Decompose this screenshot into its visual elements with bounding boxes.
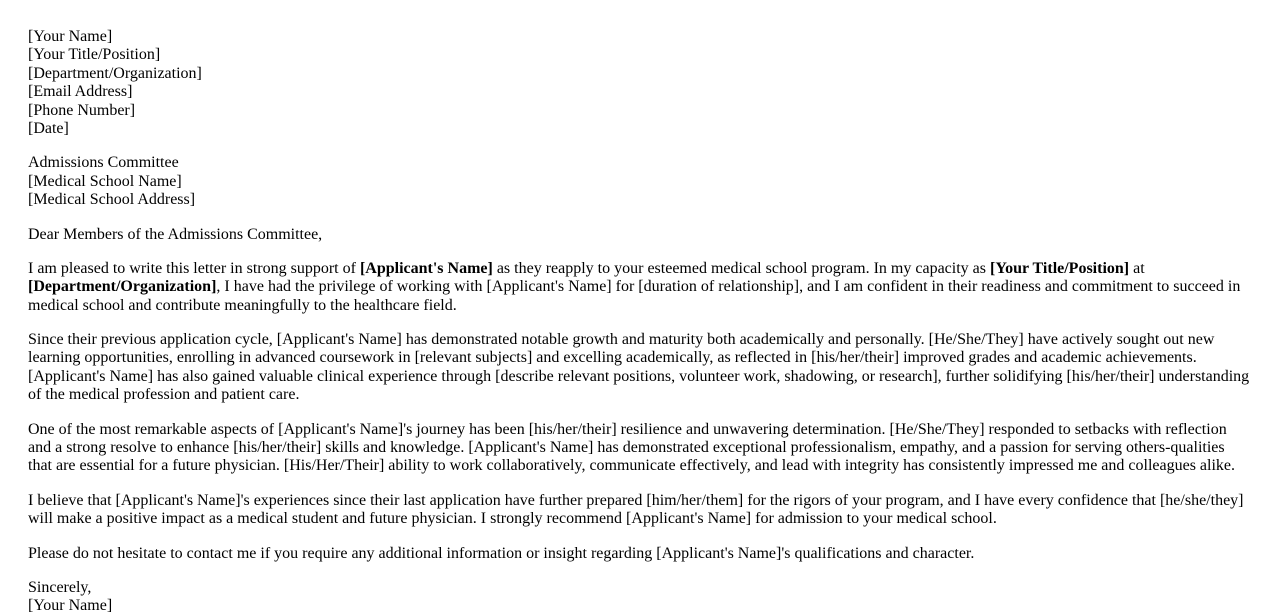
sender-title: [Your Title/Position] [28,46,161,64]
sender-phone: [Phone Number] [28,101,136,119]
paragraph-intro-support [28,260,1250,315]
recipient-block [28,154,1250,209]
department-placeholder: [Department/Organization] [28,278,217,296]
paragraph-segment: at [1129,259,1145,277]
sender-email: [Email Address] [28,83,133,101]
paragraph-growth: Since their previous application cycle, [Applicant's Name] has demonstrated notable growth and maturity both academically and personally. [He/She/They] have actively sought out new learning opportunities, enrolling in advanced coursework in [relevant subjects] and excelling academically, as reflected in [his/her/their] improved grades and academic achievements. [Applicant's Name] has also gained valuable clinical experience through [describe relevant positions, volunteer work, shadowing, or research], further solidifying [his/her/their] understanding of the medical profession and patient care. [28,331,1250,404]
sender-organization: [Department/Organization] [28,64,202,82]
your-title-placeholder: [Your Title/Position] [990,259,1130,277]
closing-block [28,579,1250,616]
applicant-name-placeholder: [Applicant's Name] [359,259,493,277]
salutation: Dear Members of the Admissions Committee, [28,225,323,243]
closing-signature-name: [Your Name] [28,597,113,615]
sender-block [28,28,1250,138]
paragraph-contact: Please do not hesitate to contact me if you require any additional information or insight regarding [Applicant's Name]'s qualifications and character. [28,544,975,562]
paragraph-segment: as they reapply to your esteemed medical school program. In my capacity as [492,259,990,277]
closing-sincerely: Sincerely, [28,578,92,596]
paragraph-segment: I am pleased to write this letter in strong support of [28,259,360,277]
letter-date: [Date] [28,119,69,137]
paragraph-resilience: One of the most remarkable aspects of [Applicant's Name]'s journey has been [his/her/their] resilience and unwavering determination. [He/She/They] responded to setbacks with reflection and a strong resolve to enhance [his/her/their] skills and knowledge. [Applicant's Name] has demonstrated exceptional professionalism, empathy, and a passion for serving others-qualities that are essential for a future physician. [His/Her/Their] ability to work collaboratively, communicate effectively, and lead with integrity has consistently impressed me and colleagues alike. [28,420,1236,475]
recipient-school-name: [Medical School Name] [28,172,182,190]
paragraph-segment: , I have had the privilege of working with [Applicant's Name] for [duration of relationship], and I am confident in their readiness and commitment to succeed in medical school and contribute meaningfully to the healthcare field. [28,278,1241,314]
sender-name: [Your Name] [28,28,113,45]
paragraph-recommendation: I believe that [Applicant's Name]'s experiences since their last application have further prepared [him/her/them] for the rigors of your program, and I have every confidence that [he/she/they] will make a positive impact as a medical student and future physician. I strongly recommend [Applicant's Name] for admission to your medical school. [28,491,1244,528]
recipient-school-address: [Medical School Address] [28,191,196,209]
recipient-committee: Admissions Committee [28,154,179,172]
